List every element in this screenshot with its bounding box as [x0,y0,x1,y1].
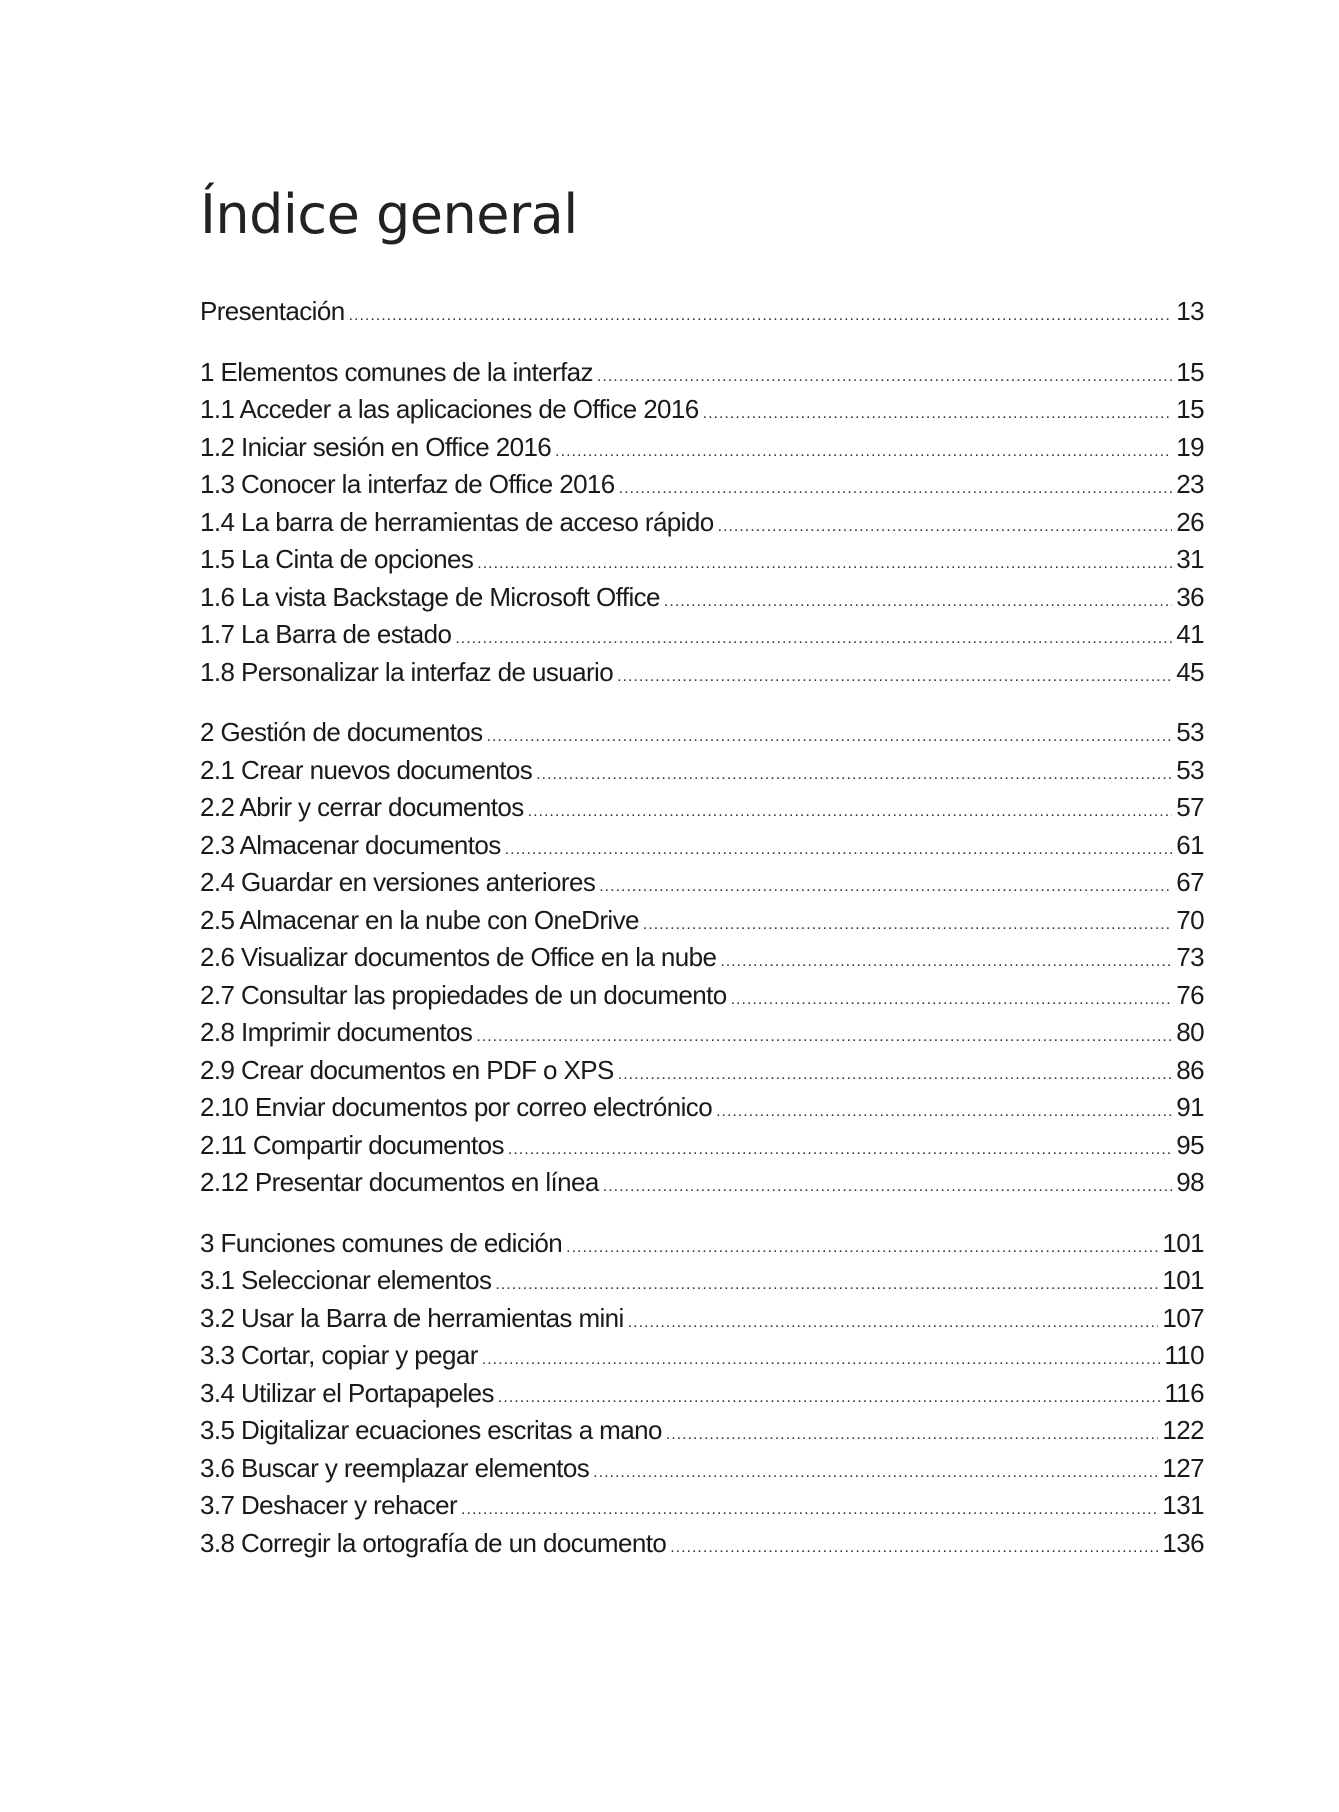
dot-leader [505,831,1172,869]
toc-entry[interactable] [200,1089,1204,1127]
dot-leader [476,1018,1172,1056]
toc-entry-title: 3.7 Deshacer y rehacer [200,1490,458,1520]
dot-leader [703,395,1172,433]
dot-leader [508,1131,1172,1169]
toc-entry[interactable] [200,1487,1204,1525]
toc-entry-page-number: 45 [1176,656,1204,687]
dot-leader [666,1416,1159,1454]
toc-entry-title: 2.4 Guardar en versiones anteriores [200,867,596,897]
dot-leader [593,1454,1158,1492]
toc-entry-page-number: 53 [1176,717,1204,747]
toc-entry[interactable] [200,654,1204,692]
toc-entry-page-number: 95 [1176,1129,1204,1160]
toc-entry-page-number: 23 [1176,469,1204,499]
toc-entry[interactable] [200,939,1204,977]
toc-entry[interactable] [200,1412,1204,1450]
toc-entry[interactable] [200,466,1204,504]
toc-entry-page-number: 67 [1176,867,1204,897]
toc-entry-page-number: 122 [1162,1415,1204,1445]
toc-entry-page-number: 26 [1176,506,1204,537]
toc-entry-title: 3.6 Buscar y reemplazar elementos [200,1452,590,1483]
toc-entry-title: 2.8 Imprimir documentos [200,1017,473,1047]
page-title: Índice general [200,183,578,246]
toc-entry-page-number: 110 [1164,1340,1204,1370]
toc-entry-title: 3.2 Usar la Barra de herramientas mini [200,1302,624,1333]
dot-leader [566,1229,1158,1267]
toc-entry[interactable] [200,1337,1204,1375]
toc-entry-title: 1.8 Personalizar la interfaz de usuario [200,656,614,687]
toc-entry-page-number: 57 [1176,792,1204,822]
dot-leader [455,620,1172,658]
table-of-contents [200,293,1204,1585]
toc-entry-page-number: 127 [1162,1452,1204,1483]
dot-leader [619,470,1172,508]
dot-leader [664,583,1172,621]
toc-entry-title: 2.2 Abrir y cerrar documentos [200,792,524,822]
toc-entry[interactable] [200,1525,1204,1563]
dot-leader [603,1168,1172,1206]
toc-entry[interactable] [200,504,1204,542]
toc-entry-page-number: 107 [1162,1302,1204,1333]
toc-entry-title: 2.1 Crear nuevos documentos [200,754,533,785]
toc-entry-page-number: 53 [1176,754,1204,785]
toc-entry[interactable] [200,864,1204,902]
toc-entry-page-number: 116 [1164,1377,1204,1408]
toc-entry-title: 2.6 Visualizar documentos de Office en la nube [200,942,717,972]
toc-entry[interactable] [200,1127,1204,1165]
toc-entry-page-number: 98 [1176,1167,1204,1197]
toc-entry-title: 3.1 Seleccionar elementos [200,1265,492,1295]
toc-entry-page-number: 13 [1176,296,1204,326]
dot-leader [461,1491,1158,1529]
toc-entry-page-number: 61 [1176,829,1204,860]
toc-entry-title: 1.1 Acceder a las aplicaciones de Office 2016 [200,394,699,424]
toc-entry[interactable] [200,1300,1204,1338]
toc-entry-title: 1.6 La vista Backstage de Microsoft Office [200,581,660,612]
toc-entry-page-number: 19 [1176,431,1204,462]
toc-entry-page-number: 131 [1162,1490,1204,1520]
toc-entry-title: 1.3 Conocer la interfaz de Office 2016 [200,469,615,499]
toc-section [200,354,1204,692]
toc-entry[interactable] [200,391,1204,429]
toc-entry-page-number: 101 [1162,1265,1204,1295]
toc-entry[interactable] [200,1052,1204,1090]
toc-entry-title: 3.5 Digitalizar ecuaciones escritas a mano [200,1415,662,1445]
toc-entry-title: 2 Gestión de documentos [200,717,483,747]
dot-leader [716,1093,1172,1131]
toc-entry[interactable] [200,789,1204,827]
toc-entry-title: 3.3 Cortar, copiar y pegar [200,1340,478,1370]
toc-entry[interactable] [200,902,1204,940]
toc-section [200,714,1204,1202]
dot-leader [528,793,1172,831]
toc-entry[interactable] [200,1164,1204,1202]
toc-entry-title: 2.10 Enviar documentos por correo electrónico [200,1092,713,1122]
toc-entry[interactable] [200,1450,1204,1488]
toc-entry[interactable] [200,752,1204,790]
toc-entry[interactable] [200,541,1204,579]
toc-entry-title: 2.5 Almacenar en la nube con OneDrive [200,904,639,935]
toc-entry[interactable] [200,1014,1204,1052]
toc-entry-title: 1.2 Iniciar sesión en Office 2016 [200,431,552,462]
dot-leader [628,1304,1159,1342]
toc-entry-title: 2.7 Consultar las propiedades de un documento [200,979,727,1010]
dot-leader [643,906,1172,944]
toc-entry[interactable] [200,429,1204,467]
toc-entry-title: 3.8 Corregir la ortografía de un documento [200,1527,667,1558]
toc-entry-title: 2.9 Crear documentos en PDF o XPS [200,1054,614,1085]
dot-leader [349,297,1172,335]
toc-entry-page-number: 101 [1162,1227,1204,1258]
dot-leader [477,545,1172,583]
toc-entry-page-number: 31 [1176,544,1204,574]
toc-entry-title: 2.11 Compartir documentos [200,1129,504,1160]
toc-section [200,1225,1204,1563]
toc-entry[interactable] [200,616,1204,654]
dot-leader [599,868,1172,906]
toc-entry-title: 1.5 La Cinta de opciones [200,544,474,574]
toc-entry[interactable] [200,1262,1204,1300]
toc-entry-page-number: 76 [1176,979,1204,1010]
toc-entry-page-number: 73 [1176,942,1204,972]
toc-section [200,293,1204,331]
toc-entry-title: 1.7 La Barra de estado [200,619,452,649]
dot-leader [498,1379,1160,1417]
toc-entry-page-number: 15 [1176,394,1204,424]
dot-leader [731,981,1172,1019]
toc-entry-title: 3.4 Utilizar el Portapapeles [200,1377,494,1408]
toc-entry[interactable] [200,1225,1204,1263]
toc-entry[interactable] [200,579,1204,617]
toc-entry-page-number: 70 [1176,904,1204,935]
dot-leader [718,508,1172,546]
toc-entry-title: 1 Elementos comunes de la interfaz [200,356,593,387]
dot-leader [720,943,1172,981]
dot-leader [487,718,1173,756]
toc-entry[interactable] [200,714,1204,752]
dot-leader [536,756,1172,794]
toc-entry-title: Presentación [200,296,345,326]
toc-entry[interactable] [200,354,1204,392]
toc-entry-title: 1.4 La barra de herramientas de acceso rápido [200,506,714,537]
dot-leader [597,358,1172,396]
toc-entry-page-number: 15 [1176,356,1204,387]
toc-entry-page-number: 136 [1162,1527,1204,1558]
dot-leader [670,1529,1158,1567]
toc-entry[interactable] [200,293,1204,331]
dot-leader [482,1341,1161,1379]
dot-leader [495,1266,1158,1304]
toc-entry-title: 2.3 Almacenar documentos [200,829,501,860]
dot-leader [618,1056,1172,1094]
toc-entry-title: 3 Funciones comunes de edición [200,1227,563,1258]
toc-entry-page-number: 80 [1176,1017,1204,1047]
toc-entry-page-number: 86 [1176,1054,1204,1085]
toc-entry[interactable] [200,827,1204,865]
toc-entry-title: 2.12 Presentar documentos en línea [200,1167,599,1197]
dot-leader [555,433,1172,471]
toc-entry[interactable] [200,977,1204,1015]
toc-entry-page-number: 91 [1176,1092,1204,1122]
toc-entry-page-number: 41 [1176,619,1204,649]
dot-leader [617,658,1172,696]
toc-entry[interactable] [200,1375,1204,1413]
toc-entry-page-number: 36 [1176,581,1204,612]
